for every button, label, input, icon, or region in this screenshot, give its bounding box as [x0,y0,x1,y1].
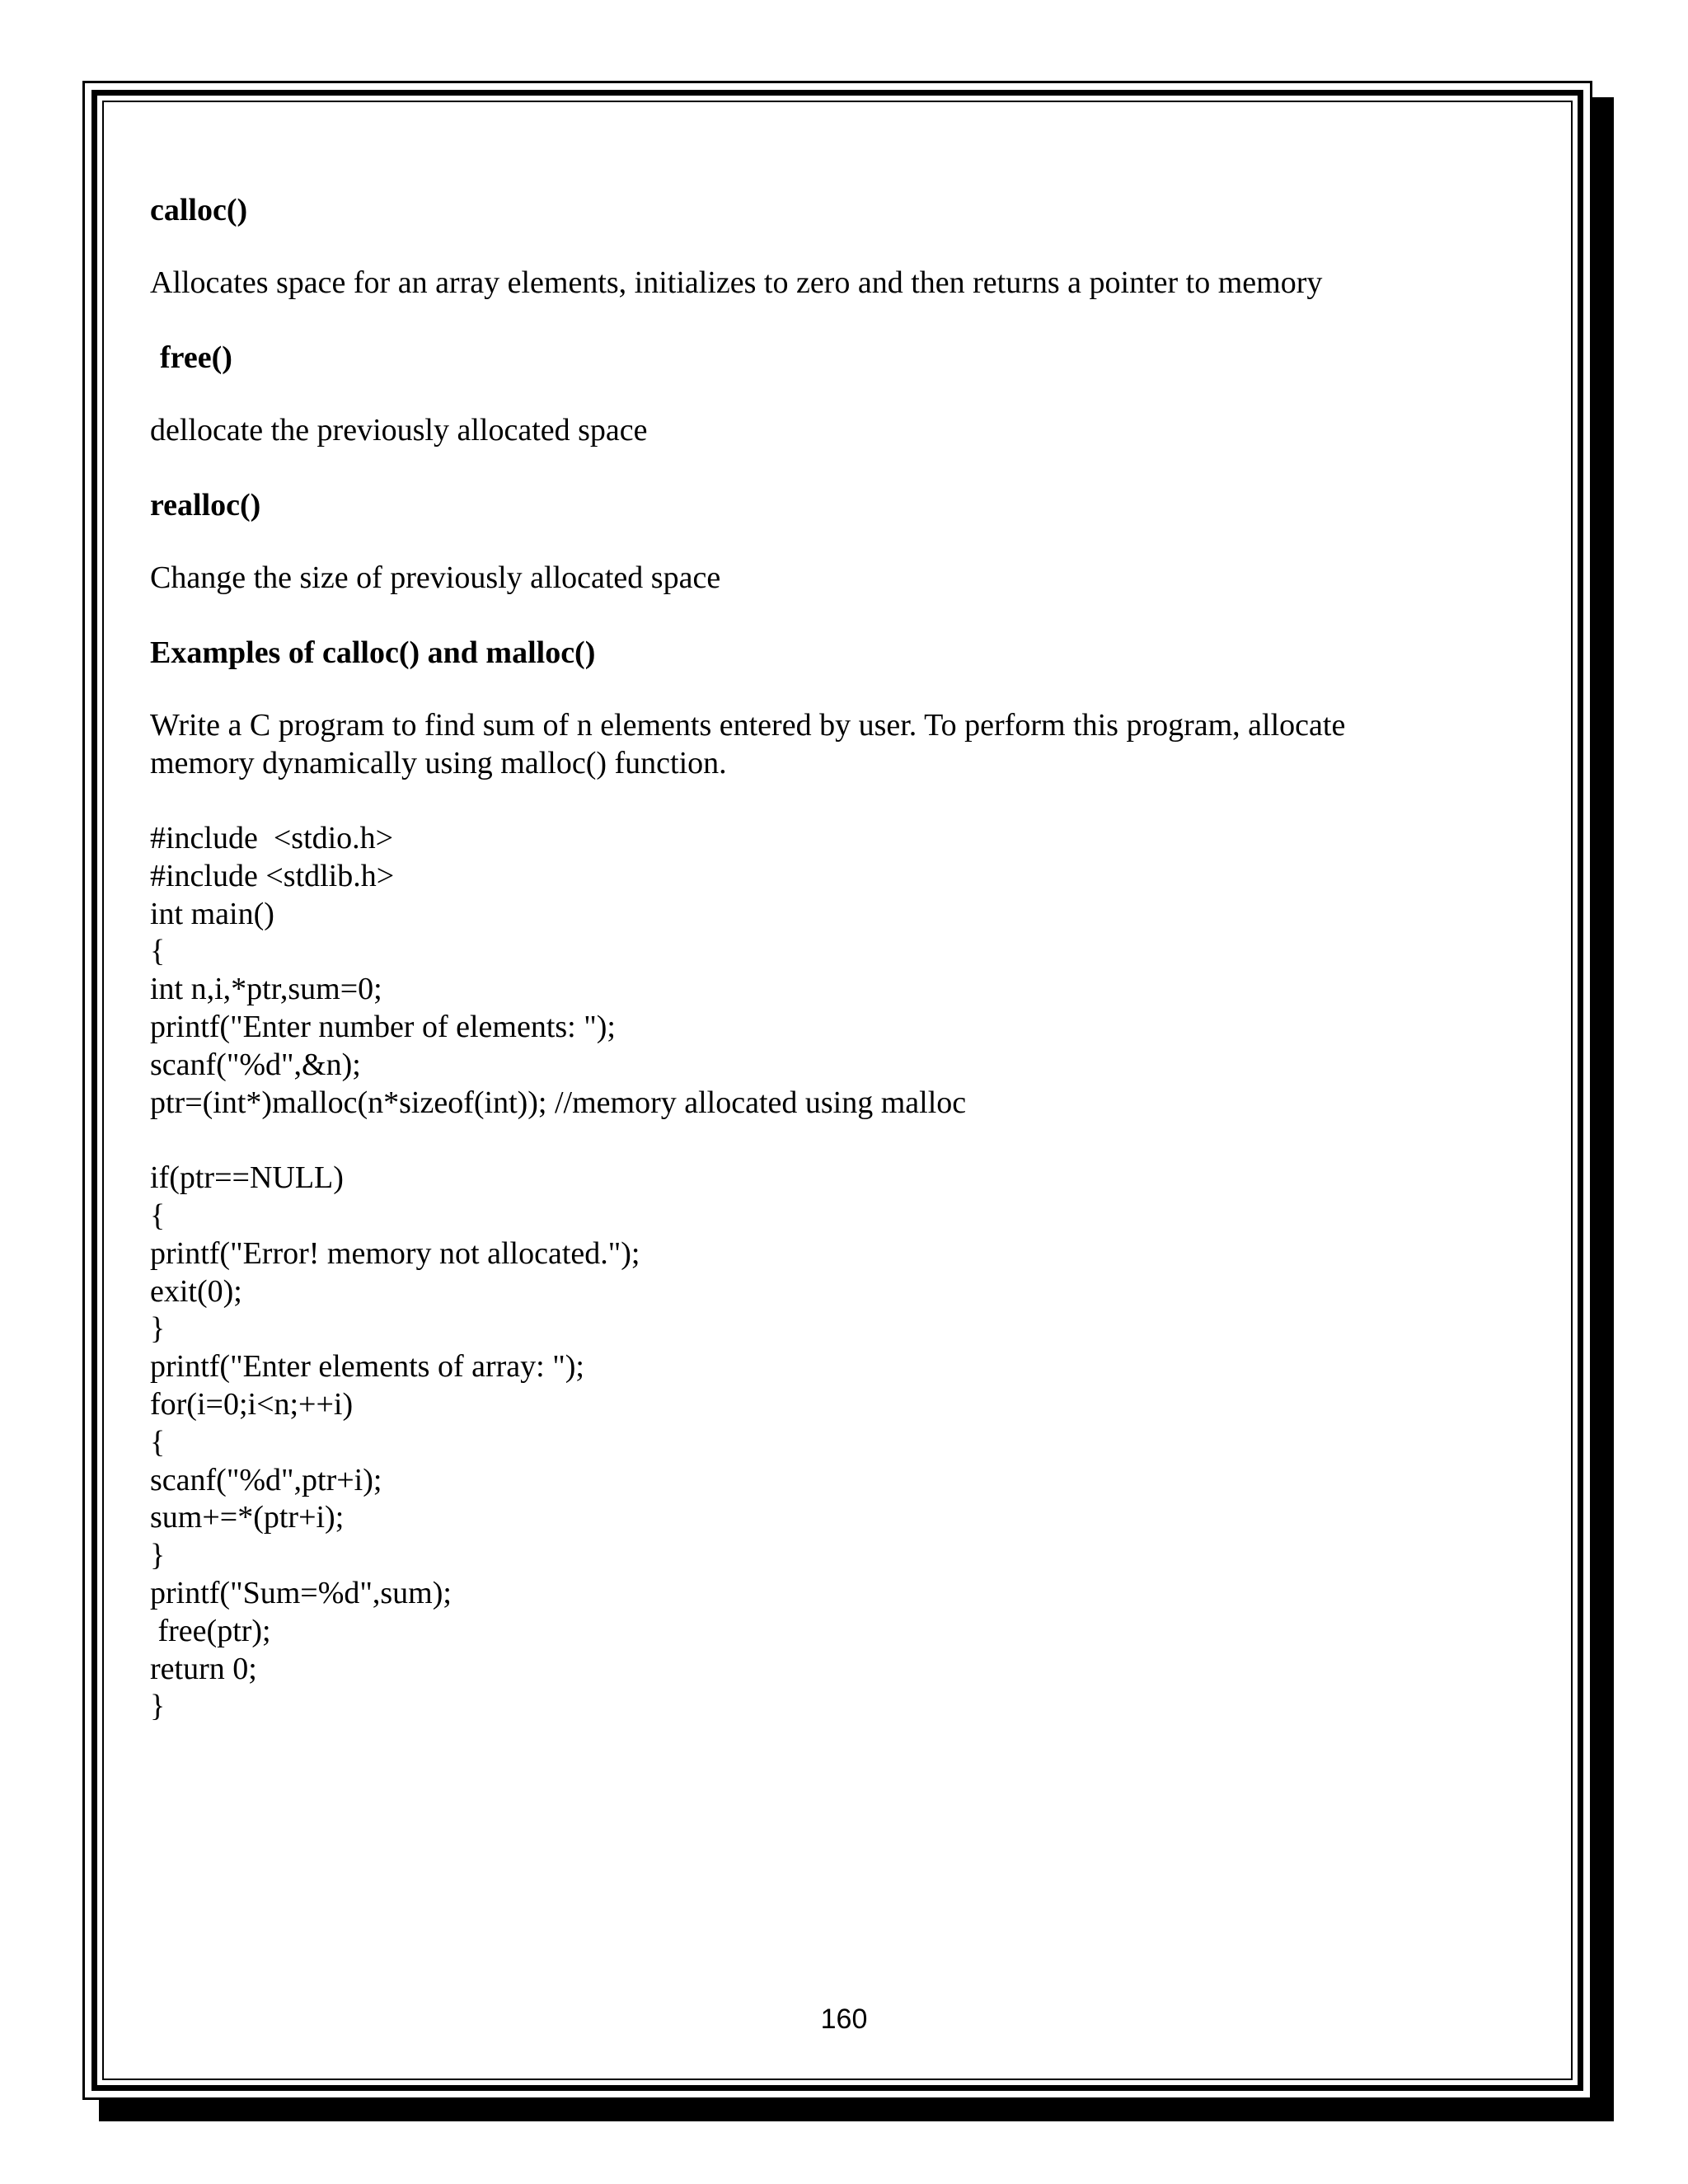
examples-heading: Examples of calloc() and malloc() [150,635,596,670]
page-number: 160 [820,2004,868,2035]
code-listing: #include <stdio.h> #include <stdlib.h> int main() { int n,i,*ptr,sum=0; printf("Enter number of elements: "); scanf("%d",&n); ptr=(int*)malloc(n*sizeof(int)); //memory allocated using malloc if(ptr==NULL) { printf("Error! memory not allocated."); exit(0); } printf("Enter elements of array: "); for(i=0;i<n;++i) { scanf("%d",ptr+i); sum+=*(ptr+i); } printf("Sum=%d",sum); free(ptr); return 0; } [150,821,967,1724]
realloc-heading: realloc() [150,488,261,523]
calloc-description: Allocates space for an array elements, initializes to zero and then returns a pointer to memory [150,265,1323,300]
examples-intro-line-1: Write a C program to find sum of n elements entered by user. To perform this program, allocate [150,708,1346,743]
page-content [150,191,1485,1726]
calloc-heading: calloc() [150,193,248,227]
realloc-description: Change the size of previously allocated space [150,560,721,595]
free-heading: free() [160,340,232,375]
examples-intro-line-2: memory dynamically using malloc() function. [150,746,727,780]
free-description: dellocate the previously allocated space [150,413,648,448]
